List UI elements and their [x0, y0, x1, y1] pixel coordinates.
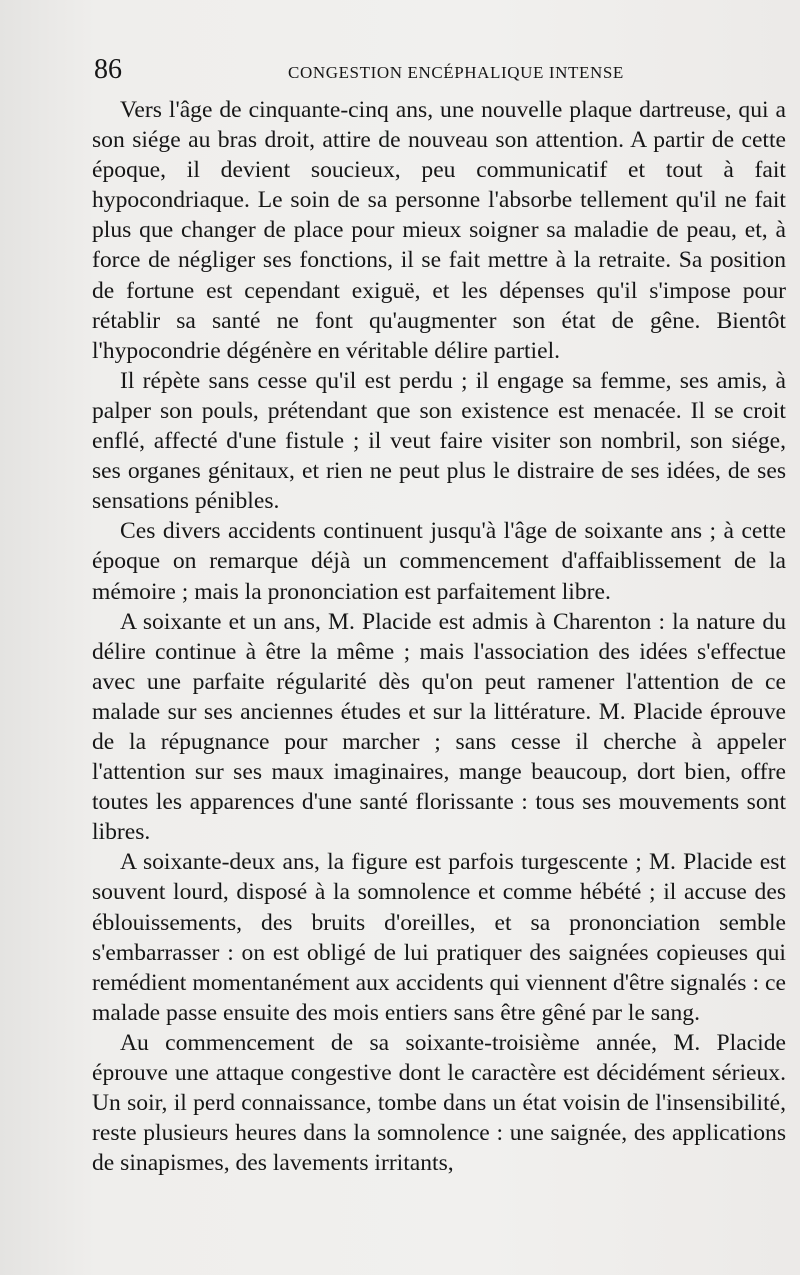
paragraph-6: Au commencement de sa soixante-troisième année, M. Placide éprouve une attaque congestive dont le caractère est décidément sérieux. Un soir, il perd connaissance, tombe dans un état voisin de l'insensibilité, reste plusieurs heures dans la somnolence : une saignée, des applications de sinapismes, des lavements irritants,: [92, 1029, 786, 1177]
paragraph-3: Ces divers accidents continuent jusqu'à l'âge de soixante ans ; à cette époque on remarque déjà un commencement d'affaiblissement de la mémoire ; mais la prononciation est parfaitement libre.: [92, 518, 786, 605]
page-header: [94, 52, 784, 88]
paragraph-5: A soixante-deux ans, la figure est parfois turgescente ; M. Placide est souvent lourd, disposé à la somnolence et comme hébété ; il accuse des éblouissements, des bruits d'oreilles, et sa prononciation semble s'embarrasser : on est obligé de lui pratiquer des saignées copieuses qui remédient momentanément aux accidents qui viennent d'être signalés : ce malade passe ensuite des mois entiers sans être gêné par le sang.: [92, 849, 786, 1026]
page-number: 86: [94, 54, 122, 85]
body-text: [92, 95, 786, 1178]
paragraph-2: Il répète sans cesse qu'il est perdu ; il engage sa femme, ses amis, à palper son pouls, prétendant que son existence est menacée. Il se croit enflé, affecté d'une fistule ; il veut faire visiter son nombril, son siége, ses organes génitaux, et rien ne peut plus le distraire de ses idées, de ses sensations pénibles.: [92, 367, 786, 515]
running-title: CONGESTION ENCÉPHALIQUE INTENSE: [288, 63, 624, 82]
paragraph-4: A soixante et un ans, M. Placide est admis à Charenton : la nature du délire continue à être la même ; mais l'association des idées s'effectue avec une parfaite régularité dès qu'on peut ramener l'attention de ce malade sur ses anciennes études et sur la littérature. M. Placide éprouve de la répugnance pour marcher ; sans cesse il cherche à appeler l'attention sur ses maux imaginaires, mange beaucoup, dort bien, offre toutes les apparences d'une santé florissante : tous ses mouvements sont libres.: [92, 608, 786, 846]
paragraph-1: Vers l'âge de cinquante-cinq ans, une nouvelle plaque dartreuse, qui a son siége au bras droit, attire de nouveau son attention. A partir de cette époque, il devient soucieux, peu communicatif et tout à fait hypocondriaque. Le soin de sa personne l'absorbe tellement qu'il ne fait plus que changer de place pour mieux soigner sa maladie de peau, et, à force de négliger ses fonctions, il se fait mettre à la retraite. Sa position de fortune est cependant exiguë, et les dépenses qu'il s'impose pour rétablir sa santé ne font qu'augmenter son état de gêne. Bientôt l'hypocondrie dégénère en véritable délire partiel.: [92, 97, 786, 364]
